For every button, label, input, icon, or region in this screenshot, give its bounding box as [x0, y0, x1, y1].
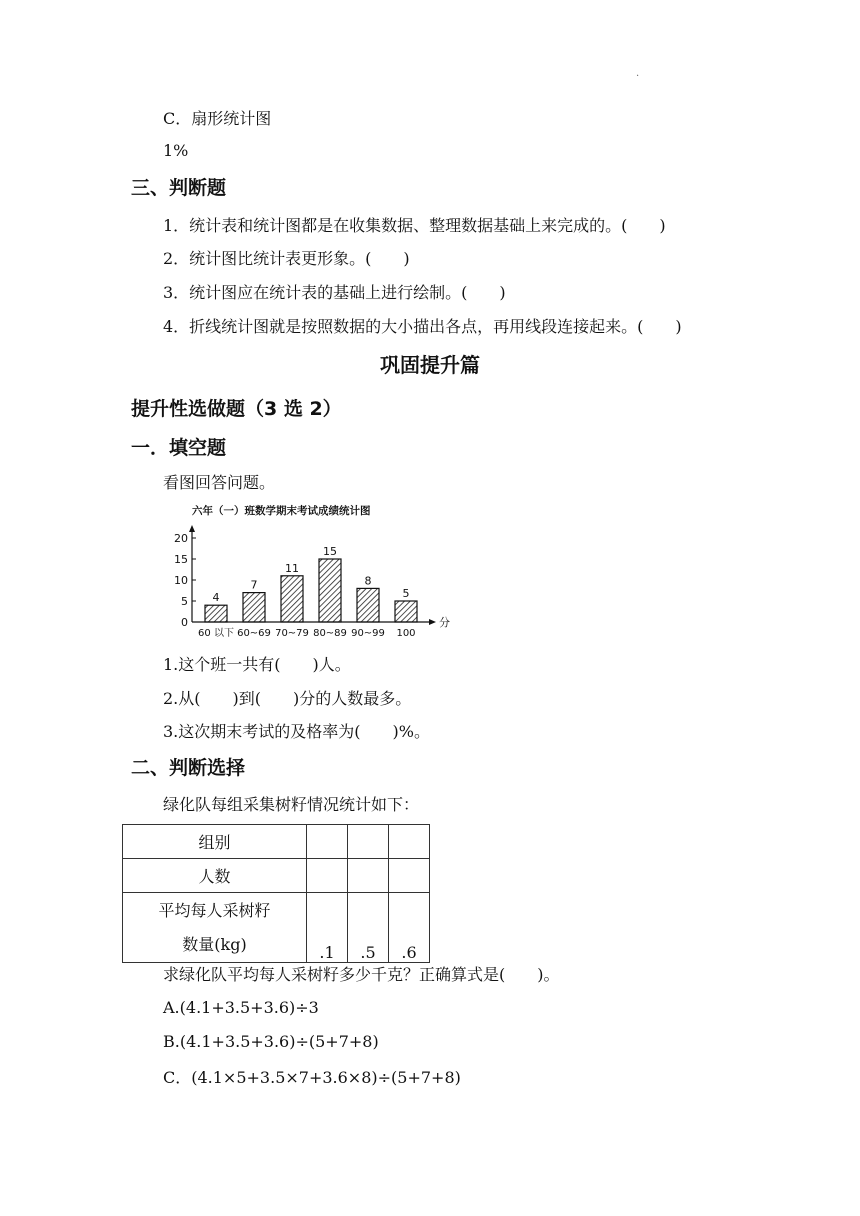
chart-title: 六年（一）班数学期末考试成绩统计图	[192, 505, 371, 517]
x-tick-label: 60~69	[237, 628, 271, 639]
judge-heading: 三、判断题	[131, 177, 227, 199]
fill-question-2: 2.从( )到( )分的人数最多。	[163, 689, 412, 708]
table-row	[123, 893, 430, 963]
value-cell: .1	[307, 893, 348, 963]
bar-value-label: 4	[212, 591, 220, 605]
choice-heading: 二、判断选择	[131, 757, 246, 779]
value-cell: .6	[389, 893, 430, 963]
y-tick-label: 20	[174, 532, 188, 545]
fill-intro: 看图回答问题。	[163, 473, 276, 492]
option-c: C．(4.1×5+3.5×7+3.6×8)÷(5+7+8)	[163, 1068, 461, 1087]
option-b: B.(4.1+3.5+3.6)÷(5+7+8)	[163, 1032, 379, 1051]
bar	[357, 588, 379, 622]
fill-heading: 一．填空题	[131, 437, 227, 459]
bar	[281, 576, 303, 622]
table-row	[123, 825, 430, 859]
judge-item-2: 2．统计图比统计表更形象。( )	[163, 249, 410, 268]
bar-value-label: 7	[250, 578, 258, 592]
table-row	[123, 859, 430, 893]
bar-value-label: 15	[323, 545, 337, 558]
fill-question-3: 3.这次期末考试的及格率为( )%。	[163, 722, 430, 741]
y-tick-label: 10	[174, 574, 188, 587]
row-label-average: 平均每人采树籽 数量(kg)	[123, 893, 307, 963]
bar	[243, 593, 265, 622]
section-title: 巩固提升篇	[380, 353, 480, 377]
option-a: A.(4.1+3.5+3.6)÷3	[163, 998, 319, 1017]
row-label-people: 人数	[123, 859, 307, 893]
bar-value-label: 5	[402, 587, 410, 600]
x-tick-label: 60 以下	[198, 628, 234, 639]
judge-item-4: 4．折线统计图就是按照数据的大小描出各点，再用线段连接起来。( )	[163, 317, 682, 336]
x-tick-label: 80~89	[313, 628, 347, 639]
judge-item-3: 3．统计图应在统计表的基础上进行绘制。( )	[163, 283, 506, 302]
x-tick-label: 90~99	[351, 628, 385, 639]
fragment-text: 1%	[163, 141, 189, 160]
x-axis-arrow	[429, 619, 436, 625]
score-bar-chart	[160, 500, 460, 642]
y-tick-label: 5	[181, 595, 188, 608]
judge-item-1: 1．统计表和统计图都是在收集数据、整理数据基础上来完成的。( )	[163, 216, 666, 235]
bar	[205, 605, 227, 622]
fill-question-1: 1.这个班一共有( )人。	[163, 655, 351, 674]
x-tick-label: 100	[396, 628, 416, 639]
corner-mark: .	[636, 68, 640, 79]
bar	[395, 601, 417, 622]
bar-value-label: 11	[285, 561, 299, 575]
bar-value-label: 8	[364, 574, 372, 588]
question-text: 求绿化队平均每人采树籽多少千克？正确算式是( )。	[163, 965, 560, 984]
value-cell: .5	[348, 893, 389, 963]
y-tick-label: 15	[174, 553, 188, 566]
seed-table	[122, 824, 430, 963]
bar	[319, 559, 341, 622]
option-c-text: C．扇形统计图	[163, 109, 272, 128]
x-axis-unit: 分	[439, 616, 450, 629]
choice-intro: 绿化队每组采集树籽情况统计如下：	[163, 795, 420, 814]
y-tick-label: 0	[181, 616, 188, 629]
y-axis-arrow	[189, 525, 195, 532]
sub-title: 提升性选做题（3 选 2）	[131, 398, 342, 420]
x-tick-label: 70~79	[275, 628, 309, 639]
row-label-group: 组别	[123, 825, 307, 859]
